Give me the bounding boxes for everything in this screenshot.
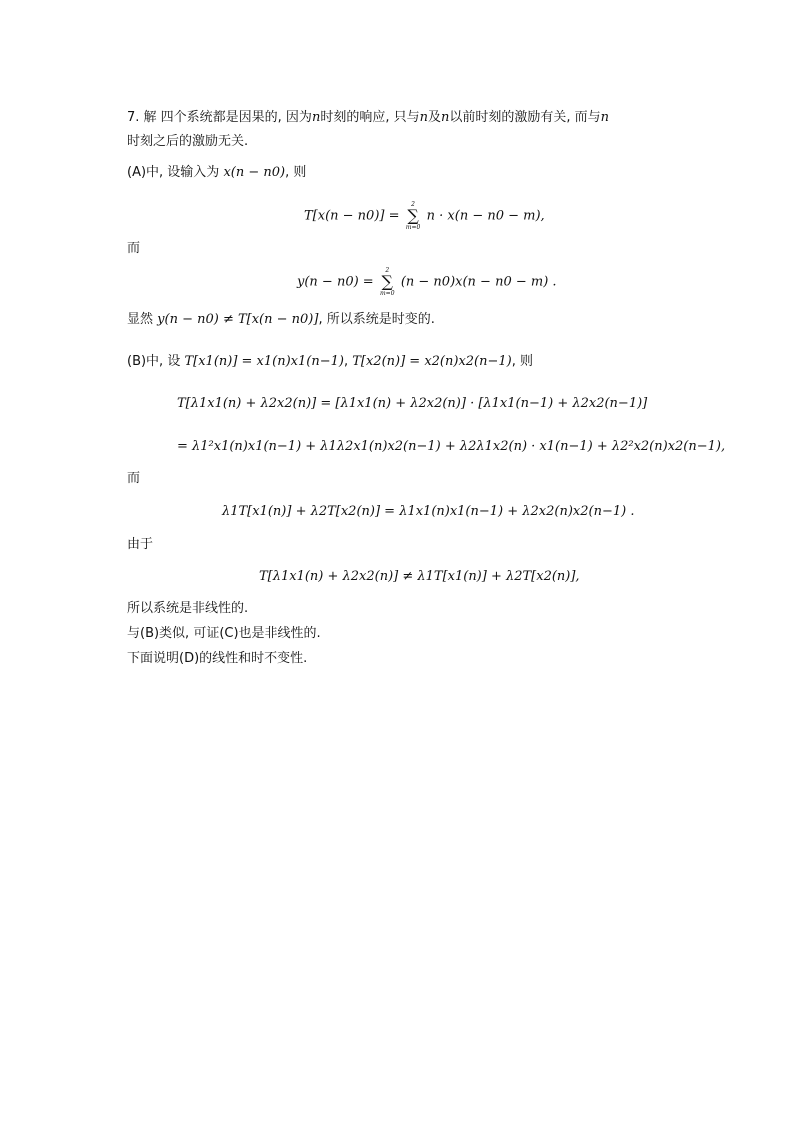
equation-b4: T[λ1x1(n) + λ2x2(n)] ≠ λ1T[x1(n)] + λ2T[x2(n)], bbox=[259, 569, 580, 584]
equation-b1: T[λ1x1(n) + λ2x2(n)] = [λ1x1(n) + λ2x2(n)] · [λ1x1(n−1) + λ2x2(n−1)] bbox=[177, 396, 648, 411]
obvious-line: 显然 y(n − n0) ≠ T[x(n − n0)], 所以系统是时变的. bbox=[127, 312, 435, 327]
part-a-line: (A)中, 设输入为 x(n − n0), 则 bbox=[127, 165, 307, 180]
equation-a2: y(n − n0) = 2 ∑ m=0 (n − n0)x(n − n0 − m) . bbox=[297, 267, 557, 297]
equation-b3: λ1T[x1(n)] + λ2T[x2(n)] = λ1x1(n)x1(n−1) + λ2x2(n)x2(n−1) . bbox=[222, 504, 635, 519]
equation-b2: = λ1²x1(n)x1(n−1) + λ1λ2x1(n)x2(n−1) + λ2λ1x2(n) · x1(n−1) + λ2²x2(n)x2(n−1), bbox=[177, 439, 726, 454]
sum-symbol: 2 ∑ m=0 bbox=[405, 201, 421, 231]
part-b-line: (B)中, 设 T[x1(n)] = x1(n)x1(n−1), T[x2(n)] = x2(n)x2(n−1), 则 bbox=[127, 354, 533, 369]
intro-line-2: 时刻之后的激励无关. bbox=[127, 134, 249, 149]
conclusion-c: 与(B)类似, 可证(C)也是非线性的. bbox=[127, 626, 321, 641]
er-line-2: 而 bbox=[127, 471, 141, 486]
intro-line-1: 7. 解 四个系统都是因果的, 因为n时刻的响应, 只与n及n以前时刻的激励有关, 而与n bbox=[127, 110, 609, 125]
conclusion-d: 下面说明(D)的线性和时不变性. bbox=[127, 651, 308, 666]
er-line-1: 而 bbox=[127, 241, 141, 256]
conclusion-b: 所以系统是非线性的. bbox=[127, 601, 249, 616]
sum-symbol: 2 ∑ m=0 bbox=[379, 267, 395, 297]
equation-a1: T[x(n − n0)] = 2 ∑ m=0 n · x(n − n0 − m), bbox=[304, 201, 545, 231]
youyu-line: 由于 bbox=[127, 537, 154, 552]
